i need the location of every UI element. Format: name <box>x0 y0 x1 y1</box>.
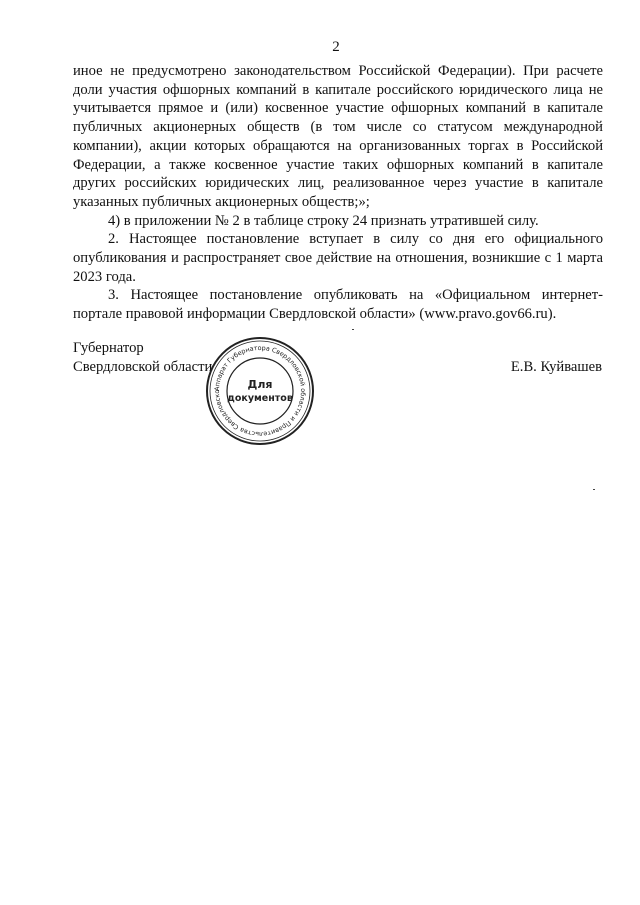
signature-title <box>73 339 212 376</box>
stamp-ring-text: Аппарат Губернатора Свердловской области и Правительства Свердловско <box>212 343 308 439</box>
paragraph-2: 2. Настоящее постановление вступает в силу со дня его официального опубликования и распространяет свое действие на отношения, возникшие с 1 марта 2023 года. <box>73 231 603 285</box>
document-body <box>73 62 603 324</box>
stamp-seal-graphic <box>204 335 316 447</box>
stamp-center-line2: документов <box>227 393 293 404</box>
signatory-name: Е.В. Куйвашев <box>510 359 602 375</box>
paragraph-item-4: 4) в приложении № 2 в таблице строку 24 признать утратившей силу. <box>108 212 539 229</box>
signature-title-line1: Губернатор <box>73 340 144 356</box>
scan-speck <box>593 489 595 490</box>
scan-speck <box>352 329 354 330</box>
paragraph-continuation: иное не предусмотрено законодательством Российской Федерации). При расчете доли участия офшорных компаний в капитале российского юридического лица не учитывается прямое и (или) косвенное участие офшорных компаний в капитале публичных акционерных обществ (в том числе со статусом международной компании), акции которых обращаются на организованных торгах в Российской Федерации, а также косвенное участие таких офшорных компаний в капитале других российских юридических лиц, реализованное через участие в капитале указанных публичных акционерных обществ;»; <box>73 63 603 210</box>
paragraph-3: 3. Настоящее постановление опубликовать на «Официальном интернет-портале правовой информации Свердловской области» (www.pravo.gov66.ru). <box>73 287 603 323</box>
official-stamp <box>204 335 316 447</box>
signature-title-line2: Свердловской области <box>73 358 213 375</box>
page-number: 2 <box>332 39 340 55</box>
stamp-center-line1: Для <box>247 378 273 391</box>
